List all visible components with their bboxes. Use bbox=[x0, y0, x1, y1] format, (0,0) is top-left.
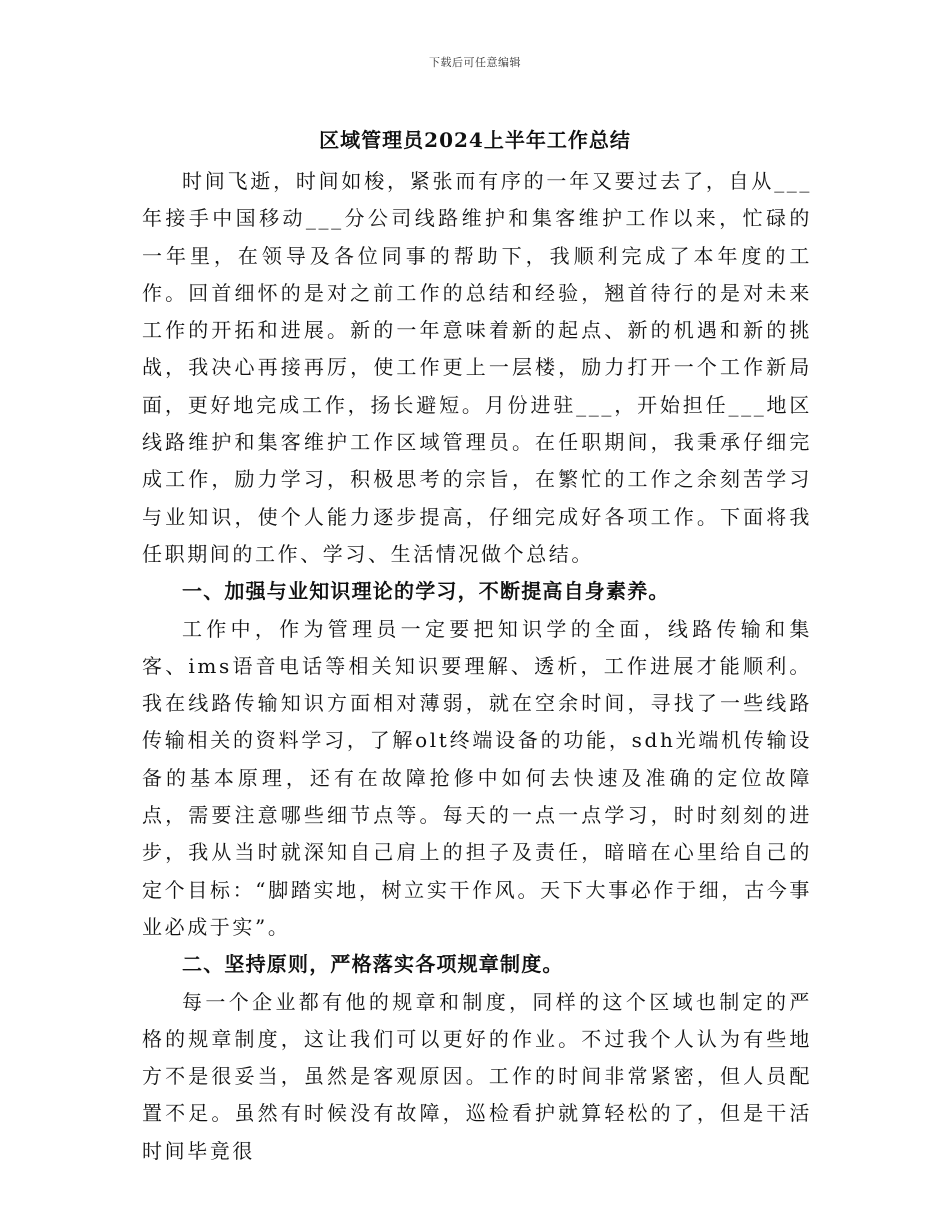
document-title: 区域管理员2024上半年工作总结 bbox=[319, 128, 631, 152]
section-heading-1: 一、加强与业知识理论的学习，不断提高自身素养。 bbox=[182, 579, 670, 604]
paragraph-section-2: 每一个企业都有他的规章和制度，同样的这个区域也制定的严格的规章制度，这让我们可以更好的作业。不过我个人认为有些地方不是很妥当，虽然是客观原因。工作的时间非常紧密，但人员配置不足。虽然有时候没有故障，巡检看护就算轻松的了，但是干活时间毕竟很 bbox=[142, 989, 812, 1163]
paragraph-intro: 时间飞逝，时间如梭，紧张而有序的一年又要过去了，自从___年接手中国移动___分公司线路维护和集客维护工作以来，忙碌的一年里，在领导及各位同事的帮助下，我顺利完成了本年度的工作。回首细怀的是对之前工作的总结和经验，翘首待行的是对未来工作的开拓和进展。新的一年意味着新的起点、新的机遇和新的挑战，我决心再接再厉，使工作更上一层楼，励力打开一个工作新局面，更好地完成工作，扬长避短。月份进驻___，开始担任___地区线路维护和集客维护工作区域管理员。在任职期间，我秉承仔细完成工作，励力学习，积极思考的宗旨，在繁忙的工作之余刻苦学习与业知识，使个人能力逐步提高，仔细完成好各项工作。下面将我任职期间的工作、学习、生活情况做个总结。 bbox=[142, 169, 812, 566]
section-heading-2: 二、坚持原则，严格落实各项规章制度。 bbox=[182, 952, 564, 977]
header-note: 下载后可任意编辑 bbox=[429, 56, 521, 69]
document-body bbox=[142, 163, 812, 1170]
paragraph-section-1: 工作中，作为管理员一定要把知识学的全面，线路传输和集客、ims语音电话等相关知识要理解、透析，工作进展才能顺利。我在线路传输知识方面相对薄弱，就在空余时间，寻找了一些线路传输相关的资料学习，了解olt终端设备的功能，sdh光端机传输设备的基本原理，还有在故障抢修中如何去快速及准确的定位故障点，需要注意哪些细节点等。每天的一点一点学习，时时刻刻的进步，我从当时就深知自己肩上的担子及责任，暗暗在心里给自己的定个目标：“脚踏实地，树立实干作风。天下大事必作于细，古今事业必成于实”。 bbox=[142, 616, 812, 939]
